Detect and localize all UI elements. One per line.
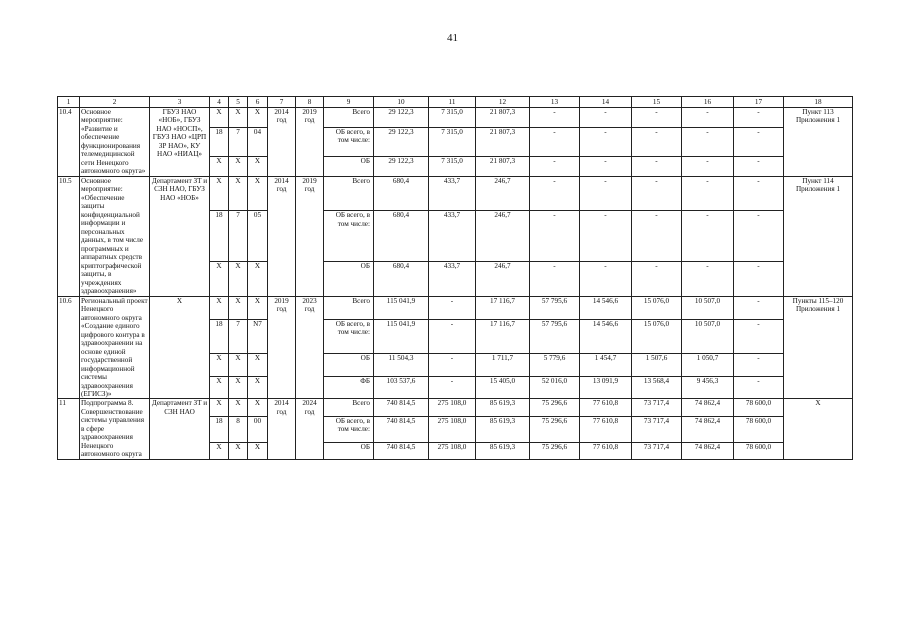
table-row [58,296,853,319]
row-note: Пункты 115–120 Приложения 1 [784,296,853,399]
row-name: Основное мероприятие: «Развитие и обеспечение функционирования телемедицинской сети Ненецкого автономного округа» [80,108,150,177]
value-cell: - [580,262,632,296]
value-cell: 14 546,6 [580,296,632,319]
row-name: Подпрограмма 8. Совершенствование системы управления в сфере здравоохранения Ненецкого автономного округа [80,399,150,459]
source-label: ОБ всего, в том числе: [324,211,374,262]
code-cell: 18 [210,416,229,442]
end-year: 2019 год [296,108,324,177]
value-cell: 21 807,3 [476,127,530,156]
row-note: Х [784,399,853,459]
value-cell: - [682,262,734,296]
value-cell: 433,7 [429,176,476,210]
code-cell: Х [229,176,248,210]
header-cell: 16 [682,97,734,108]
value-cell: 77 610,8 [580,442,632,459]
header-cell: 4 [210,97,229,108]
value-cell: 17 116,7 [476,296,530,319]
source-label: ОБ всего, в том числе: [324,319,374,353]
value-cell: 29 122,3 [374,127,429,156]
value-cell: 5 779,6 [530,353,580,376]
value-cell: - [530,262,580,296]
header-row [58,97,853,108]
value-cell: - [682,108,734,128]
table-row [58,176,853,210]
code-cell: Х [248,399,268,416]
end-year: 2019 год [296,176,324,296]
header-cell: 5 [229,97,248,108]
value-cell: 10 507,0 [682,319,734,353]
value-cell: - [429,353,476,376]
header-cell: 10 [374,97,429,108]
row-number: 10.4 [58,108,80,177]
value-cell: 275 108,0 [429,442,476,459]
value-cell: - [530,157,580,177]
value-cell: 14 546,6 [580,319,632,353]
value-cell: 433,7 [429,262,476,296]
value-cell: 7 315,0 [429,108,476,128]
value-cell: 78 600,0 [734,442,784,459]
value-cell: 103 537,6 [374,376,429,399]
value-cell: 57 795,6 [530,296,580,319]
value-cell: - [632,211,682,262]
source-label: ФБ [324,376,374,399]
start-year: 2014 год [268,176,296,296]
code-cell: Х [229,442,248,459]
table-row [58,399,853,416]
value-cell: 77 610,8 [580,416,632,442]
value-cell: 680,4 [374,262,429,296]
source-label: ОБ [324,262,374,296]
row-note: Пункт 113 Приложения 1 [784,108,853,177]
header-cell: 18 [784,97,853,108]
value-cell: 115 041,9 [374,296,429,319]
header-cell: 8 [296,97,324,108]
row-note: Пункт 114 Приложения 1 [784,176,853,296]
value-cell: - [580,108,632,128]
header-cell: 17 [734,97,784,108]
code-cell: Х [229,157,248,177]
value-cell: 15 076,0 [632,296,682,319]
value-cell: 275 108,0 [429,399,476,416]
row-executor: ГБУЗ НАО «НОБ», ГБУЗ НАО «НОСП», ГБУЗ НАО «ЦРП ЗР НАО», КУ НАО «НИАЦ» [150,108,210,177]
code-cell: Х [210,157,229,177]
value-cell: 246,7 [476,262,530,296]
value-cell: - [734,262,784,296]
row-name: Основное мероприятие: «Обеспечение защиты конфиденциальной информации и персональных данных, в том числе программных и аппаратных средств криптографической защиты, в учреждениях здравоохранения» [80,176,150,296]
code-cell: N7 [248,319,268,353]
code-cell: Х [229,353,248,376]
value-cell: 85 619,3 [476,442,530,459]
code-cell: Х [229,108,248,128]
value-cell: 246,7 [476,211,530,262]
source-label: Всего [324,296,374,319]
row-executor: Х [150,296,210,399]
value-cell: - [734,157,784,177]
value-cell: 52 016,0 [530,376,580,399]
header-cell: 2 [80,97,150,108]
value-cell: - [530,108,580,128]
code-cell: Х [210,442,229,459]
header-cell: 9 [324,97,374,108]
value-cell: 1 050,7 [682,353,734,376]
value-cell: 246,7 [476,176,530,210]
code-cell: Х [210,108,229,128]
start-year: 2014 год [268,108,296,177]
page-number: 41 [447,32,458,44]
value-cell: 17 116,7 [476,319,530,353]
value-cell: - [734,211,784,262]
value-cell: 740 814,5 [374,416,429,442]
code-cell: 7 [229,127,248,156]
value-cell: 680,4 [374,211,429,262]
value-cell: 680,4 [374,176,429,210]
value-cell: 15 405,0 [476,376,530,399]
value-cell: 73 717,4 [632,442,682,459]
start-year: 2019 год [268,296,296,399]
value-cell: 13 091,9 [580,376,632,399]
value-cell: - [530,211,580,262]
code-cell: Х [229,262,248,296]
value-cell: - [734,127,784,156]
value-cell: - [734,108,784,128]
value-cell: 78 600,0 [734,416,784,442]
value-cell: - [734,353,784,376]
value-cell: - [682,127,734,156]
table-row [58,108,853,128]
value-cell: 15 076,0 [632,319,682,353]
code-cell: Х [248,353,268,376]
value-cell: 75 296,6 [530,442,580,459]
value-cell: 10 507,0 [682,296,734,319]
value-cell: 29 122,3 [374,157,429,177]
code-cell: Х [210,399,229,416]
code-cell: 18 [210,127,229,156]
code-cell: Х [248,108,268,128]
value-cell: 74 862,4 [682,399,734,416]
value-cell: - [682,176,734,210]
value-cell: - [530,176,580,210]
value-cell: 74 862,4 [682,442,734,459]
value-cell: - [580,211,632,262]
value-cell: - [530,127,580,156]
value-cell: 74 862,4 [682,416,734,442]
source-label: ОБ [324,442,374,459]
value-cell: 21 807,3 [476,108,530,128]
code-cell: 18 [210,319,229,353]
row-executor: Департамент ЗТ и СЗН НАО, ГБУЗ НАО «НОБ» [150,176,210,296]
code-cell: Х [248,376,268,399]
code-cell: 05 [248,211,268,262]
value-cell: 85 619,3 [476,416,530,442]
value-cell: 75 296,6 [530,416,580,442]
code-cell: Х [248,296,268,319]
value-cell: 77 610,8 [580,399,632,416]
header-cell: 7 [268,97,296,108]
value-cell: 9 456,3 [682,376,734,399]
code-cell: Х [210,296,229,319]
value-cell: 13 568,4 [632,376,682,399]
value-cell: - [632,108,682,128]
source-label: ОБ [324,157,374,177]
value-cell: - [632,127,682,156]
code-cell: Х [248,442,268,459]
code-cell: Х [210,376,229,399]
value-cell: 85 619,3 [476,399,530,416]
header-cell: 1 [58,97,80,108]
value-cell: 740 814,5 [374,399,429,416]
value-cell: - [429,296,476,319]
end-year: 2023 год [296,296,324,399]
code-cell: Х [210,176,229,210]
code-cell: 8 [229,416,248,442]
value-cell: 21 807,3 [476,157,530,177]
value-cell: - [734,376,784,399]
code-cell: 00 [248,416,268,442]
header-cell: 11 [429,97,476,108]
value-cell: - [632,262,682,296]
value-cell: 275 108,0 [429,416,476,442]
value-cell: 73 717,4 [632,416,682,442]
value-cell: - [734,176,784,210]
row-number: 11 [58,399,80,459]
value-cell: 433,7 [429,211,476,262]
code-cell: Х [248,157,268,177]
value-cell: 75 296,6 [530,399,580,416]
start-year: 2014 год [268,399,296,459]
value-cell: 740 814,5 [374,442,429,459]
value-cell: 115 041,9 [374,319,429,353]
value-cell: - [580,157,632,177]
header-cell: 13 [530,97,580,108]
value-cell: - [632,176,682,210]
source-label: Всего [324,399,374,416]
value-cell: - [682,211,734,262]
code-cell: 18 [210,211,229,262]
value-cell: - [580,176,632,210]
code-cell: 7 [229,319,248,353]
header-cell: 12 [476,97,530,108]
code-cell: Х [248,176,268,210]
value-cell: 7 315,0 [429,127,476,156]
budget-table [57,96,853,460]
code-cell: Х [248,262,268,296]
value-cell: 73 717,4 [632,399,682,416]
code-cell: 7 [229,211,248,262]
code-cell: Х [229,399,248,416]
value-cell: 57 795,6 [530,319,580,353]
code-cell: Х [229,376,248,399]
value-cell: - [429,376,476,399]
value-cell: - [632,157,682,177]
code-cell: Х [210,353,229,376]
source-label: ОБ всего, в том числе: [324,416,374,442]
value-cell: - [734,296,784,319]
value-cell: - [734,319,784,353]
value-cell: - [580,127,632,156]
value-cell: 1 711,7 [476,353,530,376]
value-cell: 7 315,0 [429,157,476,177]
value-cell: 1 454,7 [580,353,632,376]
header-cell: 14 [580,97,632,108]
code-cell: Х [210,262,229,296]
row-name: Региональный проект Ненецкого автономного округа «Создание единого цифрового контура в здравоохранении на основе единой государственной информационной системы здравоохранения (ЕГИСЗ)» [81,296,148,398]
value-cell: 29 122,3 [374,108,429,128]
source-label: ОБ [324,353,374,376]
row-executor: Департамент ЗТ и СЗН НАО [150,399,210,459]
source-label: Всего [324,176,374,210]
header-cell: 15 [632,97,682,108]
source-label: Всего [324,108,374,128]
header-cell: 3 [150,97,210,108]
value-cell: 11 504,3 [374,353,429,376]
source-label: ОБ всего, в том числе: [324,127,374,156]
value-cell: 1 507,6 [632,353,682,376]
value-cell: - [682,157,734,177]
value-cell: 78 600,0 [734,399,784,416]
row-number: 10.6 [58,296,80,399]
code-cell: Х [229,296,248,319]
header-cell: 6 [248,97,268,108]
value-cell: - [429,319,476,353]
row-number: 10.5 [58,176,80,296]
code-cell: 04 [248,127,268,156]
end-year: 2024 год [296,399,324,459]
